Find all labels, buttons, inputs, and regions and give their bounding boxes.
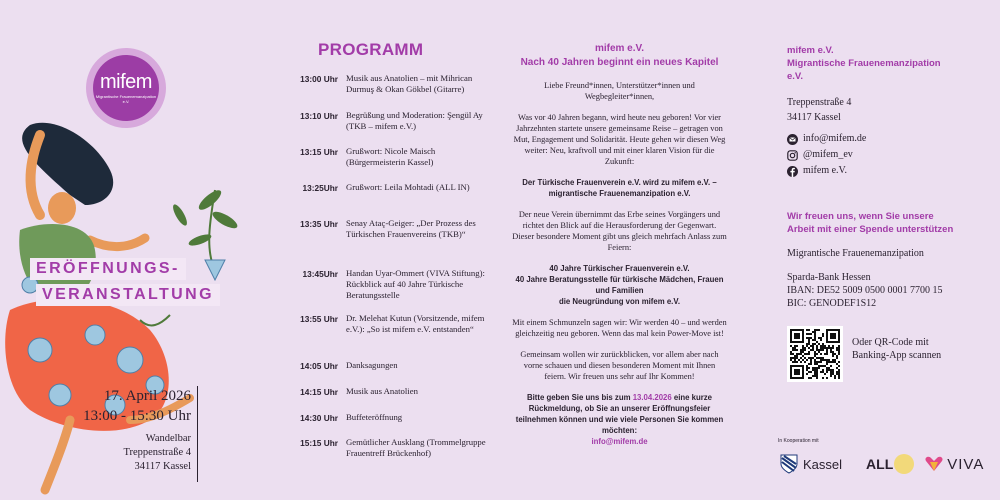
kassel-text: Kassel — [803, 456, 843, 472]
letter-greeting: Liebe Freund*innen, Unterstützer*innen und Wegbegleiter*innen, — [544, 81, 695, 101]
program-item — [290, 412, 490, 423]
program-item-text: Grußwort: Leila Mohtadi (ALL IN) — [346, 182, 470, 192]
program-item-time: 13:45Uhr — [302, 269, 338, 279]
program-item — [290, 110, 490, 132]
program-item — [290, 386, 490, 397]
letter-paragraph-1: Was vor 40 Jahren begann, wird heute neu geboren! Vor vier Jahrzehnten startete unsere gemeinsame Reise – getragen von Mut, Engagement und Solidarität. Heute gehen wir diesen Weg weiter: Neu, kraftvoll und mit einer klaren Vision für die Zukunft: — [513, 113, 726, 166]
program-item-text: Buffeteröffnung — [346, 412, 403, 422]
letter-paragraph-3: Der neue Verein übernimmt das Erbe seines Vorgängers und richtet den Blick auf die Herausforderung der Gegenwart. Dieser besondere Moment gibt uns gleich mehrfach Anlass zum Feiern: — [512, 210, 727, 252]
letter-milestone-2: 40 Jahre Beratungsstelle für türkische Mädchen, Frauen und Familien — [515, 275, 724, 295]
instagram-icon — [787, 150, 798, 161]
logo-word: mifem — [100, 71, 152, 93]
event-street: Treppenstraße 4 — [123, 447, 191, 458]
allin-text: ALL — [866, 456, 894, 472]
donation-bic: BIC: GENODEF1S12 — [787, 298, 877, 309]
letter-paragraph-6: Gemeinsam wollen wir zurückblicken, vor allem aber nach vorne schauen und diesen besonderen Moment mit Ihnen feiern. Wir freuen uns sehr auf Ihr Kommen! — [520, 350, 719, 381]
letter-heading-1: mifem e.V. — [594, 43, 645, 54]
allin-badge-icon — [893, 453, 915, 475]
contact-street: Treppenstraße 4 — [787, 97, 852, 108]
banner-line-2: VERANSTALTUNG — [36, 284, 220, 306]
letter-heading-2: Nach 40 Jahren beginnt ein neues Kapitel — [520, 57, 719, 68]
org-name-1: mifem e.V. — [787, 45, 834, 56]
event-venue: Wandelbar — [145, 433, 191, 444]
program-item — [290, 313, 490, 335]
program-item-time: 13:35 Uhr — [300, 219, 338, 229]
banner-line-1: ERÖFFNUNGS- — [30, 258, 186, 280]
program-item — [290, 146, 490, 168]
program-item — [290, 218, 490, 240]
donation-section — [787, 210, 962, 310]
program-item-text: Danksagungen — [346, 360, 398, 370]
contact-section — [787, 44, 987, 179]
program-item-text: Handan Uyar-Ommert (VIVA Stiftung): Rückblick auf 40 Jahre Türkische Beratungsstelle — [346, 268, 485, 300]
program-item-time: 13:00 Uhr — [300, 74, 338, 84]
program-item-time: 14:30 Uhr — [300, 413, 338, 423]
org-name-2: Migrantische Frauenemanzipation — [787, 58, 941, 69]
program-item — [290, 73, 490, 95]
donation-iban: IBAN: DE52 5009 0500 0001 7700 15 — [787, 285, 943, 296]
kassel-crest-icon — [780, 454, 798, 474]
facebook-icon — [787, 166, 798, 177]
logo-subtitle: Migrantische Frauenemanzipation e.V. — [95, 94, 157, 104]
donation-bank: Sparda-Bank Hessen — [787, 272, 871, 283]
donation-heading: Wir freuen uns, wenn Sie unsere Arbeit mit einer Spende unterstützen — [787, 211, 954, 235]
program-item-text: Senay Ataç-Geiger: „Der Prozess des Türkischen Frauenvereins (TKB)“ — [346, 218, 476, 239]
qr-code[interactable] — [787, 326, 843, 382]
cover-panel — [0, 0, 250, 500]
viva-heart-icon — [925, 456, 943, 472]
program-item-text: Gemütlicher Ausklang (Trommelgruppe Frauentreff Brückenhof) — [346, 437, 486, 458]
program-item-time: 14:05 Uhr — [300, 361, 338, 371]
partner-logos — [780, 452, 985, 476]
program-section — [290, 40, 490, 70]
letter-milestone-1: 40 Jahre Türkischer Frauenverein e.V. — [549, 264, 690, 273]
letter-milestone-3: die Neugründung von mifem e.V. — [558, 297, 680, 306]
program-item-time: 13:10 Uhr — [300, 111, 338, 121]
viva-logo — [925, 456, 984, 473]
program-item-time: 13:25Uhr — [302, 183, 338, 193]
rsvp-email-link[interactable]: info@mifem.de — [591, 437, 648, 446]
letter-paragraph-5: Mit einem Schmunzeln sagen wir: Wir werden 40 – und werden gleichzeitig neu geboren. Wenn das mal kein Power-Move ist! — [512, 318, 727, 338]
program-item-text: Begrüßung und Moderation: Şengül Ay (TKB – mifem e.V.) — [346, 110, 483, 131]
donation-account-holder: Migrantische Frauenemanzipation — [787, 248, 924, 259]
program-title: PROGRAMM — [318, 40, 424, 59]
letter-rsvp: Bitte geben Sie uns bis zum 13.04.2026 eine kurze Rückmeldung, ob Sie an unserer Eröffnungsfeier teilnehmen können und wie viele Personen Sie kommen möchten: info@mifem.de — [515, 393, 724, 446]
program-item-time: 15:15 Uhr — [300, 438, 338, 448]
program-item-text: Grußwort: Nicole Maisch (Bürgermeisterin Kassel) — [346, 146, 436, 167]
program-item-time: 14:15 Uhr — [300, 387, 338, 397]
viva-text: VIVA — [947, 455, 985, 473]
event-date: 17. April 2026 — [103, 388, 191, 404]
program-item — [290, 437, 490, 459]
contact-instagram-link[interactable]: @mifem_ev — [803, 149, 853, 160]
event-city: 34117 Kassel — [134, 461, 191, 472]
kassel-logo — [780, 454, 842, 474]
program-item-time: 13:15 Uhr — [300, 147, 338, 157]
program-item — [290, 182, 490, 193]
program-item-text: Dr. Melehat Kutun (Vorsitzende, mifem e.V.): „So ist mifem e.V. entstanden“ — [346, 313, 485, 334]
program-item — [290, 268, 490, 301]
qr-instructions: Oder QR-Code mit Banking-App scannen — [852, 337, 942, 361]
program-item-time: 13:55 Uhr — [300, 314, 338, 324]
event-banner — [30, 258, 220, 310]
event-time: 13:00 - 15:30 Uhr — [83, 408, 191, 424]
letter-section — [512, 42, 727, 447]
program-item-text: Musik aus Anatolien — [346, 386, 418, 396]
allin-logo — [866, 453, 915, 475]
contact-facebook-link[interactable]: mifem e.V. — [803, 165, 847, 176]
mifem-logo — [86, 48, 166, 128]
letter-announcement: Der Türkische Frauenverein e.V. wird zu mifem e.V. – migrantische Frauenemanzipation e.V. — [522, 178, 717, 198]
program-item-text: Musik aus Anatolien – mit Mihrican Durmuş & Okan Gökbel (Gitarre) — [346, 73, 473, 94]
org-name-3: e.V. — [787, 71, 804, 82]
mail-icon — [787, 134, 798, 145]
rsvp-date: 13.04.2026 — [632, 393, 672, 402]
program-item — [290, 360, 490, 371]
contact-email-link[interactable]: info@mifem.de — [803, 133, 867, 144]
contact-city: 34117 Kassel — [787, 112, 841, 123]
event-info — [80, 386, 198, 482]
cooperation-label: In Kooperation mit — [778, 438, 819, 444]
